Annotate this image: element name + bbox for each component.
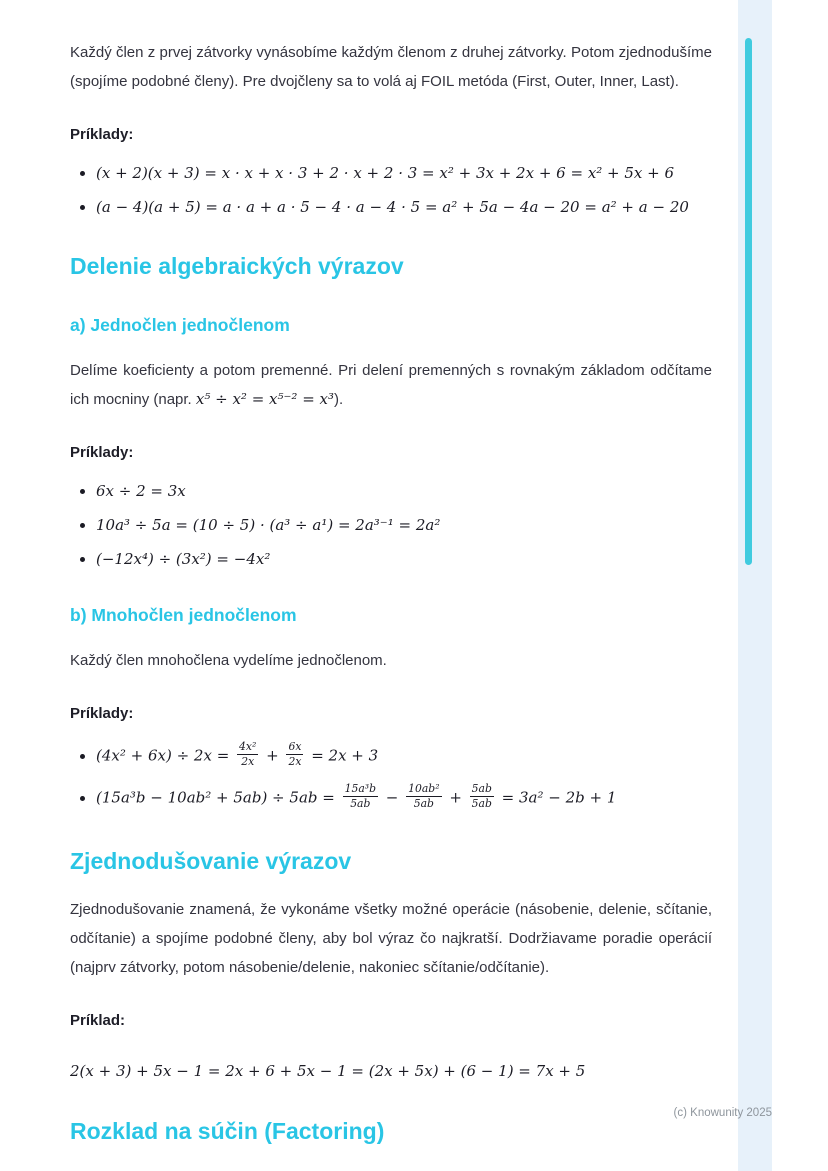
- section-title-rozklad: Rozklad na súčin (Factoring): [70, 1118, 385, 1145]
- fraction-numerator: 6x: [286, 740, 303, 755]
- inline-math: x⁵ ÷ x² = x⁵⁻² = x³: [195, 390, 335, 408]
- math-example: • (x + 2)(x + 3) = x · x + x · 3 + 2 · x + 2 · 3 = x² + 3x + 2x + 6 = x² + 5x + 6: [96, 163, 712, 184]
- fraction: [406, 782, 441, 811]
- math-example: [96, 784, 712, 813]
- subsection-title-b: b) Mnohočlen jednočlenom: [70, 605, 297, 625]
- math-example: • 6x ÷ 2 = 3x: [96, 481, 712, 502]
- math-formula: 2(x + 3) + 5x − 1 = 2x + 6 + 5x − 1 = (2x + 5x) + (6 − 1) = 7x + 5: [70, 1062, 586, 1081]
- intro-examples-label: Príklady:: [70, 126, 134, 143]
- document-content: [70, 0, 712, 1145]
- fraction: [343, 782, 378, 811]
- zjednodusovanie-paragraph: Zjednodušovanie znamená, že vykonáme všetky možné operácie (násobenie, delenie, sčítanie, odčítanie) a spojíme podobné členy, aby bol výraz čo najkratší. Dodržiavame poradie operácií (najprv zátvorky, potom násobenie/delenie, nakoniec sčítanie/odčítanie).: [70, 901, 712, 977]
- fraction-denominator: 5ab: [413, 797, 434, 811]
- zjednodusovanie-example-label: Príklad:: [70, 1012, 126, 1030]
- math-example: • (−12x⁴) ÷ (3x²) = −4x²: [96, 549, 712, 570]
- intro-paragraph: Každý člen z prvej zátvorky vynásobíme každým členom z druhej zátvorky. Potom zjednodušíme (spojíme podobné členy). Pre dvojčleny sa to volá aj FOIL metóda (First, Outer, Inner, Last).: [70, 44, 712, 90]
- paragraph-text: ).: [334, 391, 344, 408]
- fraction-denominator: 5ab: [471, 797, 492, 811]
- subsection-a-examples-list: [70, 481, 712, 570]
- subsection-title-a: a) Jednočlen jednočlenom: [70, 315, 290, 335]
- section-title-zjednodusovanie: Zjednodušovanie výrazov: [70, 848, 352, 875]
- math-text: (15a³b − 10ab² + 5ab) ÷ 5ab =: [96, 788, 340, 807]
- fraction-denominator: 5ab: [350, 797, 371, 811]
- copyright: (c) Knowunity 2025: [673, 1107, 772, 1119]
- fraction-numerator: 5ab: [470, 782, 494, 797]
- fraction: [470, 782, 494, 811]
- fraction-denominator: 2x: [241, 755, 255, 769]
- scrollbar-track: [738, 0, 772, 1171]
- subsection-b-paragraph: Každý člen mnohočlena vydelíme jednočlenom.: [70, 652, 387, 669]
- math-example: • (a − 4)(a + 5) = a · a + a · 5 − 4 · a − 4 · 5 = a² + 5a − 4a − 20 = a² + a − 20: [96, 197, 712, 218]
- math-text: = 3a² − 2b + 1: [496, 788, 617, 807]
- intro-examples-list: [70, 163, 712, 218]
- subsection-b-examples-list: [70, 742, 712, 813]
- subsection-a-paragraph: [70, 356, 712, 414]
- section-title-delenie: Delenie algebraických výrazov: [70, 253, 404, 279]
- math-text: +: [444, 788, 467, 807]
- fraction-denominator: 2x: [288, 755, 302, 769]
- fraction-numerator: 10ab²: [406, 782, 441, 797]
- paragraph-text: Delíme koeficienty a potom premenné. Pri delení premenných s rovnakým základom odčítame ich mocniny (napr.: [70, 362, 712, 408]
- scrollbar-thumb[interactable]: [745, 38, 752, 565]
- math-text: +: [261, 746, 284, 765]
- math-example: • 10a³ ÷ 5a = (10 ÷ 5) · (a³ ÷ a¹) = 2a³⁻¹ = 2a²: [96, 515, 712, 536]
- fraction: [237, 740, 258, 769]
- math-text: (4x² + 6x) ÷ 2x =: [96, 746, 235, 765]
- math-text: = 2x + 3: [306, 746, 379, 765]
- fraction: [286, 740, 303, 769]
- fraction-numerator: 15a³b: [343, 782, 378, 797]
- subsection-b-examples-label: Príklady:: [70, 705, 134, 722]
- math-example: [96, 742, 712, 771]
- fraction-numerator: 4x²: [237, 740, 258, 755]
- math-text: −: [381, 788, 404, 807]
- subsection-a-examples-label: Príklady:: [70, 444, 134, 461]
